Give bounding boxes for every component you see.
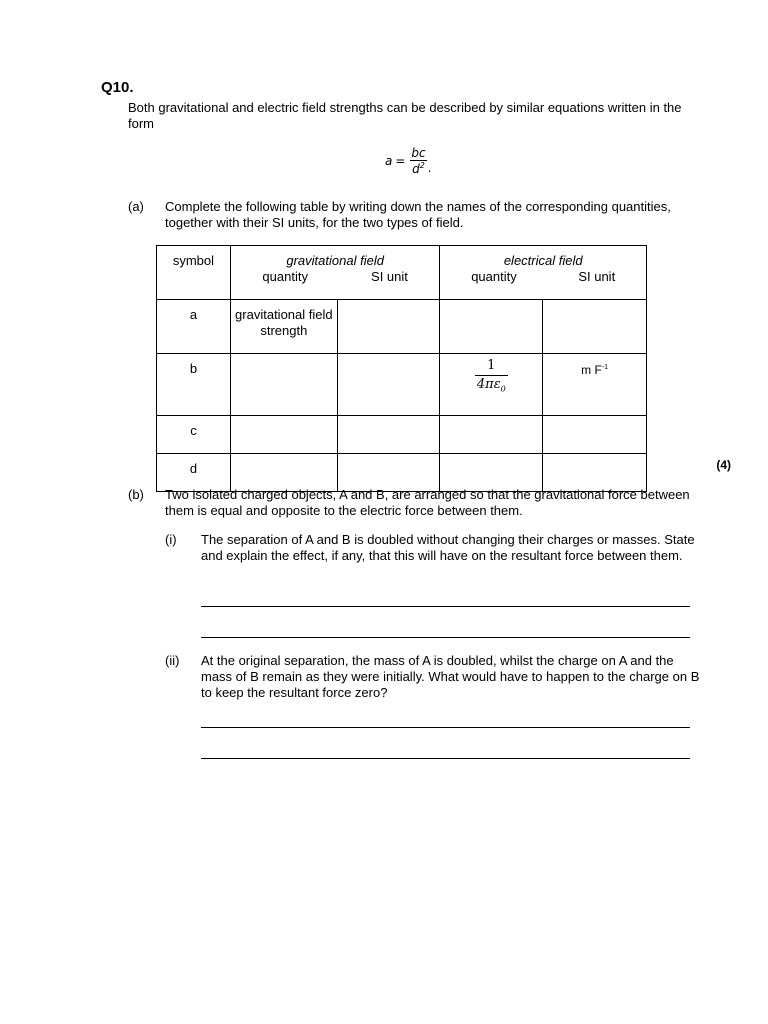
permittivity-denominator <box>475 375 508 394</box>
elec-unit-cell[interactable] <box>543 300 647 354</box>
grav-unit-header: SI unit <box>371 269 408 284</box>
elec-unit-power: -1 <box>601 364 609 371</box>
symbol-cell: a <box>157 300 231 354</box>
symbol-cell: c <box>157 416 231 454</box>
part-a-label: (a) <box>128 199 144 214</box>
part-b-i-label: (i) <box>165 532 177 547</box>
answer-line[interactable] <box>201 606 690 607</box>
elec-quantity-cell[interactable] <box>440 416 543 454</box>
table-header-row <box>157 246 647 300</box>
permittivity-subscript: 0 <box>500 384 506 394</box>
table-row <box>157 354 647 416</box>
answer-line[interactable] <box>201 637 690 638</box>
part-b-label: (b) <box>128 487 144 502</box>
grav-unit-cell[interactable] <box>337 454 440 492</box>
elec-unit-cell[interactable] <box>543 454 647 492</box>
grav-quantity-cell[interactable] <box>230 454 337 492</box>
part-b-ii-label: (ii) <box>165 653 180 668</box>
symbol-cell: d <box>157 454 231 492</box>
elec-quantity-header: quantity <box>471 269 517 284</box>
field-equation <box>385 146 431 176</box>
grav-field-title: gravitational field <box>286 253 384 268</box>
grav-unit-cell[interactable] <box>337 354 440 416</box>
table-row <box>157 416 647 454</box>
part-a-marks: (4) <box>716 458 731 472</box>
permittivity-numerator: 1 <box>487 358 496 373</box>
equation-denominator <box>410 160 427 176</box>
elec-unit-header: SI unit <box>578 269 616 284</box>
elec-field-title: electrical field <box>503 253 583 268</box>
equation-equals: = <box>395 154 406 168</box>
elec-quantity-cell <box>440 354 543 416</box>
elec-unit-cell[interactable] <box>543 416 647 454</box>
grav-unit-cell[interactable] <box>337 300 440 354</box>
elec-unit-base: m F <box>581 363 602 377</box>
answer-line[interactable] <box>201 758 690 759</box>
elec-quantity-cell[interactable] <box>440 300 543 354</box>
part-b-ii-text: At the original separation, the mass of A is doubled, whilst the charge on A and the mass of B remain as they were initially. What would have to happen to the charge on B to keep the resultant force zero? <box>201 653 700 700</box>
part-b-text: Two isolated charged objects, A and B, are arranged so that the gravitational force between them is equal and opposite to the electric force between them. <box>165 487 690 518</box>
equation-denominator-power: 2 <box>419 161 425 170</box>
equation-fraction <box>409 146 427 176</box>
grav-quantity-cell: gravitational field strength <box>230 300 337 354</box>
grav-unit-cell[interactable] <box>337 416 440 454</box>
table-row <box>157 454 647 492</box>
equation-denominator-base: d <box>412 162 420 176</box>
equation-lhs: a <box>385 154 393 168</box>
permittivity-denominator-base: 4πε <box>476 377 501 392</box>
field-table <box>156 245 647 492</box>
grav-field-header <box>230 246 440 300</box>
grav-quantity-cell[interactable] <box>230 354 337 416</box>
symbol-header: symbol <box>157 246 231 300</box>
elec-field-header <box>440 246 647 300</box>
symbol-cell: b <box>157 354 231 416</box>
permittivity-fraction <box>475 358 508 394</box>
elec-unit-cell <box>543 354 647 416</box>
answer-line[interactable] <box>201 727 690 728</box>
elec-quantity-cell[interactable] <box>440 454 543 492</box>
part-b-i-text: The separation of A and B is doubled without changing their charges or masses. State and explain the effect, if any, that this will have on the resultant force between them. <box>201 532 695 563</box>
part-a-text: Complete the following table by writing down the names of the corresponding quantities, together with their SI units, for the two types of field. <box>165 199 671 230</box>
equation-numerator: bc <box>411 146 426 160</box>
equation-trailing: . <box>427 161 432 175</box>
question-number: Q10. <box>101 79 134 96</box>
table-row <box>157 300 647 354</box>
grav-quantity-header: quantity <box>262 269 308 284</box>
grav-quantity-cell[interactable] <box>230 416 337 454</box>
question-intro: Both gravitational and electric field strengths can be described by similar equations written in the form <box>128 100 682 131</box>
